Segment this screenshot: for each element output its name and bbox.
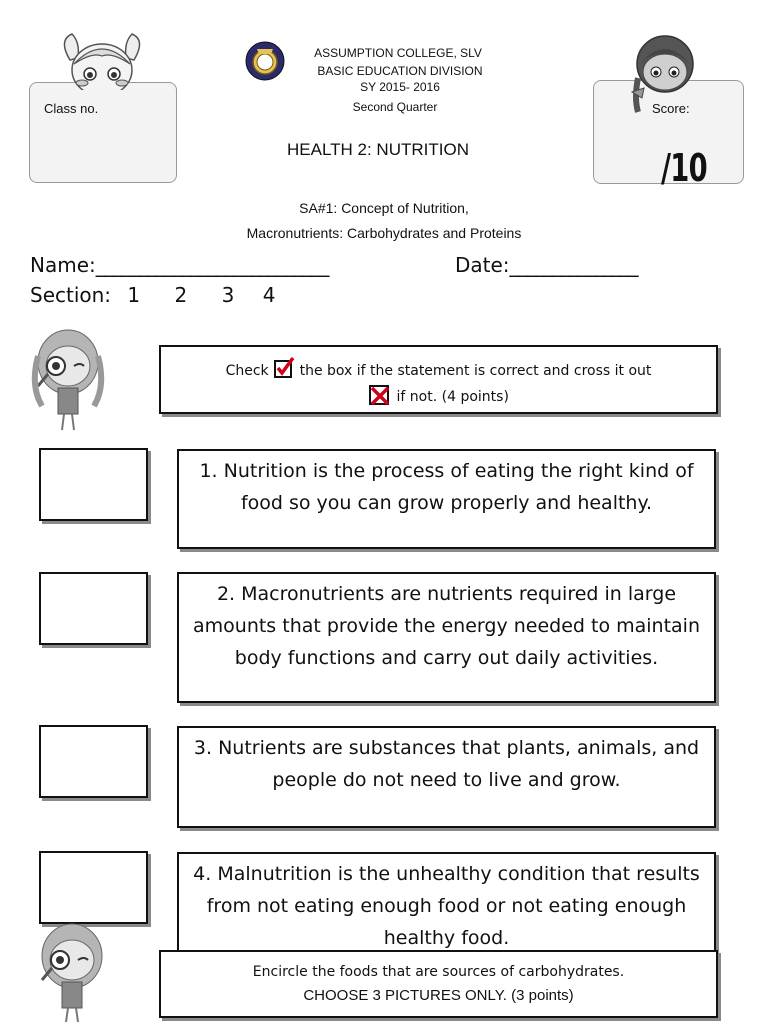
instruction-points: if not. (4 points) xyxy=(396,389,509,405)
statement-1-text: 1. Nutrition is the process of eating the right kind of food so you can grow properly and healthy. xyxy=(199,460,694,514)
class-number-card xyxy=(29,82,177,183)
cross-box-icon xyxy=(368,384,392,406)
statement-4-text: 4. Malnutrition is the unhealthy condition that results from not eating enough food or not eating enough healthy food. xyxy=(193,863,700,949)
section-label: Section: xyxy=(30,283,112,307)
assessment-topics: Macronutrients: Carbohydrates and Proteins xyxy=(246,225,522,241)
instruction-check-word: Check xyxy=(225,363,269,379)
statement-4 xyxy=(177,852,716,952)
class-number-label: Class no. xyxy=(44,101,99,116)
date-field[interactable] xyxy=(455,253,637,277)
school-name: ASSUMPTION COLLEGE, SLV xyxy=(314,46,482,60)
statement-3-text: 3. Nutrients are substances that plants, animals, and people do not need to live and grow. xyxy=(193,737,700,791)
encircle-instruction-line1: Encircle the foods that are sources of carbohydrates. xyxy=(252,964,625,980)
section-option-2[interactable]: 2 xyxy=(174,283,188,307)
checkmark-box-icon xyxy=(273,357,295,379)
girl-magnifier-illustration xyxy=(26,326,106,436)
date-blank: _______________ xyxy=(509,253,638,277)
encircle-instruction-line2: CHOOSE 3 PICTURES ONLY. (3 points) xyxy=(303,987,574,1004)
answer-box-2[interactable] xyxy=(39,572,148,645)
section-option-3[interactable]: 3 xyxy=(221,283,235,307)
statement-3 xyxy=(177,726,716,828)
name-blank: ___________________________ xyxy=(95,253,328,277)
assessment-title: SA#1: Concept of Nutrition, xyxy=(299,200,469,216)
answer-box-3[interactable] xyxy=(39,725,148,798)
score-total: /10 xyxy=(661,146,707,190)
section-option-4[interactable]: 4 xyxy=(262,283,276,307)
statement-1 xyxy=(177,449,716,549)
school-year: SY 2015- 2016 xyxy=(360,80,440,94)
section-field xyxy=(30,283,275,307)
score-label: Score: xyxy=(652,101,690,116)
name-label: Name: xyxy=(30,253,96,277)
answer-box-1[interactable] xyxy=(39,448,148,521)
girl-magnifier-illustration-bottom xyxy=(30,920,110,1024)
quarter-label: Second Quarter xyxy=(352,100,438,114)
encircle-instruction-box xyxy=(159,950,718,1018)
division-name: BASIC EDUCATION DIVISION xyxy=(317,64,483,78)
check-instruction-box xyxy=(159,345,718,414)
name-field[interactable] xyxy=(30,253,328,277)
subject-title: HEALTH 2: NUTRITION xyxy=(287,140,469,159)
statement-2 xyxy=(177,572,716,703)
section-option-1[interactable]: 1 xyxy=(127,283,141,307)
answer-box-4[interactable] xyxy=(39,851,148,924)
statement-2-text: 2. Macronutrients are nutrients required in large amounts that provide the energy needed to maintain body functions and carry out daily activities. xyxy=(193,583,700,669)
date-label: Date: xyxy=(455,253,510,277)
instruction-text: the box if the statement is correct and cross it out xyxy=(299,363,652,379)
